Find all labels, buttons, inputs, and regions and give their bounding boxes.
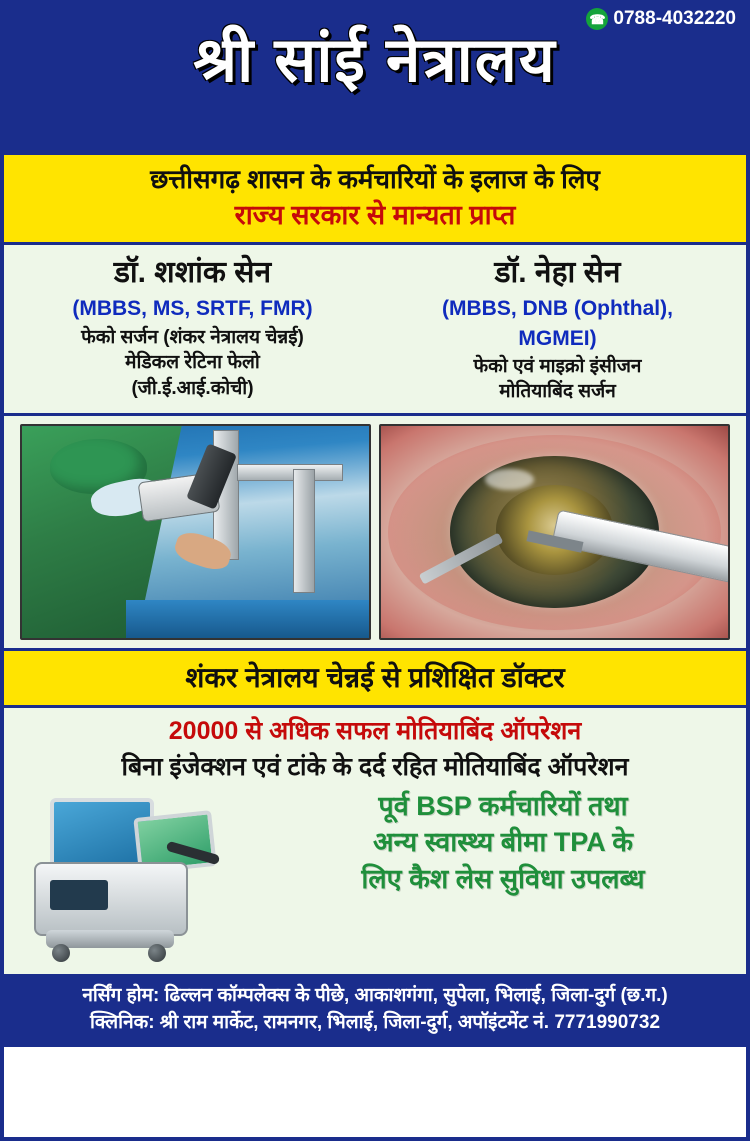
trained-doctor-banner: शंकर नेत्रालय चेन्नई से प्रशिक्षित डॉक्टर: [4, 648, 746, 708]
doctors-section: [4, 245, 746, 416]
surgeon-operating-microscope-photo: [20, 424, 371, 640]
cashless-line-2: अन्य स्वास्थ्य बीमा TPA के: [372, 827, 634, 858]
eye-light-glare-shape: [485, 469, 534, 490]
doctor-2-sub-2: मोतियाबिंद सर्जन: [499, 381, 616, 403]
claim-successful-operations: 20000 से अधिक सफल मोतियाबिंद ऑपरेशन: [168, 717, 582, 746]
doctor-1-name: डॉ. शशांक सेन: [113, 256, 272, 290]
clinic-name-title: श्री सांई नेत्रालय: [193, 26, 557, 95]
doctor-card-1: [10, 255, 375, 405]
doctor-1-degrees: (MBBS, MS, SRTF, FMR): [72, 297, 313, 321]
clinic-address: क्लिनिक: श्री राम मार्केट, रामनगर, भिलाई, जिला-दुर्ग, अपॉइंटमेंट नं. 7771990732: [89, 1012, 661, 1034]
phone-icon: ☎: [586, 8, 608, 30]
phaco-surgery-machine-image: [16, 788, 246, 968]
doctor-2-name: डॉ. नेहा सेन: [494, 256, 621, 290]
photo-row: [4, 416, 746, 648]
doctor-card-2: [375, 255, 740, 405]
claims-section: [4, 708, 746, 784]
approval-line-1: छत्तीसगढ़ शासन के कर्मचारियों के इलाज के लिए: [150, 164, 600, 194]
doctor-2-degrees-2: MGMEI): [518, 326, 597, 350]
government-approval-banner: [4, 152, 746, 245]
lower-section: [4, 784, 746, 974]
doctor-1-sub-3: (जी.ई.आई.कोची): [131, 377, 254, 399]
equipment-pole-shape: [293, 469, 316, 594]
cashless-line-1: पूर्व BSP कर्मचारियों तथा: [378, 790, 628, 821]
microscope-arm-horizontal-shape: [237, 464, 343, 481]
header-phone[interactable]: [586, 8, 736, 30]
photo-left-background-shape: [126, 600, 369, 638]
doctor-1-sub-2: मेडिकल रेटिना फेलो: [125, 352, 260, 374]
phone-number: 0788-4032220: [613, 8, 736, 29]
approval-line-2: राज्य सरकार से मान्यता प्राप्त: [234, 199, 516, 230]
machine-control-panel-shape: [50, 880, 108, 910]
doctor-2-degrees: (MBBS, DNB (Ophthal),: [442, 297, 673, 321]
doctor-1-sub-1: फेको सर्जन (शंकर नेत्रालय चेन्नई): [81, 326, 304, 348]
cashless-facility-text: [268, 788, 738, 897]
address-footer: [4, 974, 746, 1047]
nursing-home-address: नर्सिंग होम: ढिल्लन कॉम्पलेक्स के पीछे, आकाशगंगा, सुपेला, भिलाई, जिला-दुर्ग (छ.ग.): [82, 984, 668, 1006]
machine-wheel-right-shape: [148, 944, 166, 962]
claim-painless-surgery: बिना इंजेक्शन एवं टांके के दर्द रहित मोतियाबिंद ऑपरेशन: [121, 753, 629, 782]
poster-header: [4, 4, 746, 152]
doctor-2-sub-1: फेको एवं माइक्रो इंसीजन: [473, 355, 642, 377]
eye-cataract-surgery-closeup-photo: [379, 424, 730, 640]
machine-wheel-left-shape: [52, 944, 70, 962]
cashless-line-3: लिए कैश लेस सुविधा उपलब्ध: [361, 863, 645, 894]
